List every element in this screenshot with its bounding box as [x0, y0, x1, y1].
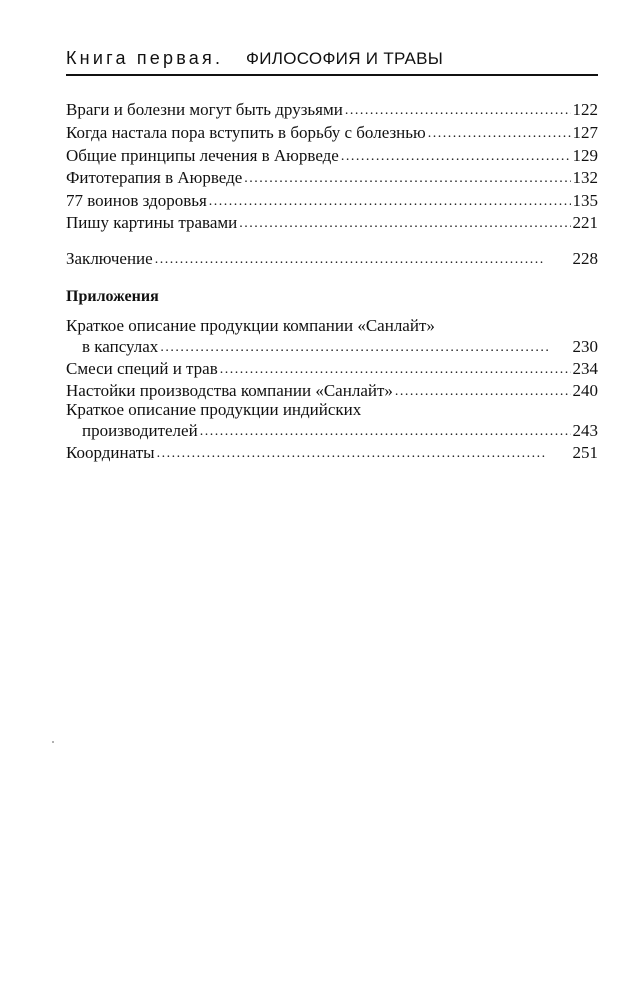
toc-entry-page: 132: [572, 168, 598, 187]
appendix-entry-line1: Краткое описание продукции компании «Санлайт»: [66, 316, 435, 335]
toc-entry-page: 228: [572, 249, 598, 268]
appendix-entry-page: 234: [572, 359, 598, 378]
toc-entry: [66, 164, 598, 188]
appendix-entry: [66, 439, 598, 463]
running-header: [66, 44, 598, 76]
toc-entry-page: 122: [572, 100, 598, 119]
toc-entry: [66, 142, 598, 166]
toc-entry-title: 77 воинов здоровья: [66, 191, 207, 210]
toc-entry: [66, 187, 598, 211]
appendix-entry-title: Координаты: [66, 443, 155, 462]
appendix-entry-title: производителей: [82, 421, 198, 440]
toc-entry-title: Общие принципы лечения в Аюрведе: [66, 146, 339, 165]
scan-speck: [52, 741, 54, 743]
dot-leader: [345, 102, 571, 120]
toc-entry: [66, 96, 598, 120]
appendix-entry-page: 243: [572, 421, 598, 440]
toc-entry-title: Фитотерапия в Аюрведе: [66, 168, 243, 187]
toc-entry-conclusion: [66, 245, 598, 269]
header-section-title: ФИЛОСОФИЯ И ТРАВЫ: [246, 49, 444, 68]
toc-entry-page: 129: [572, 146, 598, 165]
toc-entry-page: 221: [572, 213, 598, 232]
toc-entry-title: Когда настала пора вступить в борьбу с болезнью: [66, 123, 426, 142]
toc-entry-title: Пишу картины травами: [66, 213, 238, 232]
toc-entry: [66, 119, 598, 143]
appendix-entry-title: Настойки производства компании «Санлайт»: [66, 381, 393, 400]
appendix-entry: [82, 417, 598, 441]
dot-leader: [157, 445, 571, 463]
appendix-entry: [66, 355, 598, 379]
appendix-entry-page: 240: [572, 381, 598, 400]
toc-entry: [66, 209, 598, 233]
dot-leader: [428, 125, 571, 143]
dot-leader: [239, 215, 570, 233]
appendix-entry-line1: Краткое описание продукции индийских: [66, 400, 362, 419]
toc-entry-title: Заключение: [66, 249, 153, 268]
appendix-entry-page: 230: [572, 337, 598, 356]
appendix-entry-title: Смеси специй и трав: [66, 359, 218, 378]
appendix-entry: [82, 333, 598, 357]
toc-entry-page: 127: [572, 123, 598, 142]
toc-entry-page: 135: [572, 191, 598, 210]
appendix-entry-title: в капсулах: [82, 337, 159, 356]
header-book-part: Книга первая.: [66, 48, 224, 68]
dot-leader: [155, 251, 571, 269]
appendix-heading: Приложения: [66, 288, 159, 305]
appendix-entry-page: 251: [572, 443, 598, 462]
dot-leader: [244, 170, 570, 188]
appendix-entry: [66, 377, 598, 401]
toc-entry-title: Враги и болезни могут быть друзьями: [66, 100, 343, 119]
dot-leader: [395, 383, 571, 401]
